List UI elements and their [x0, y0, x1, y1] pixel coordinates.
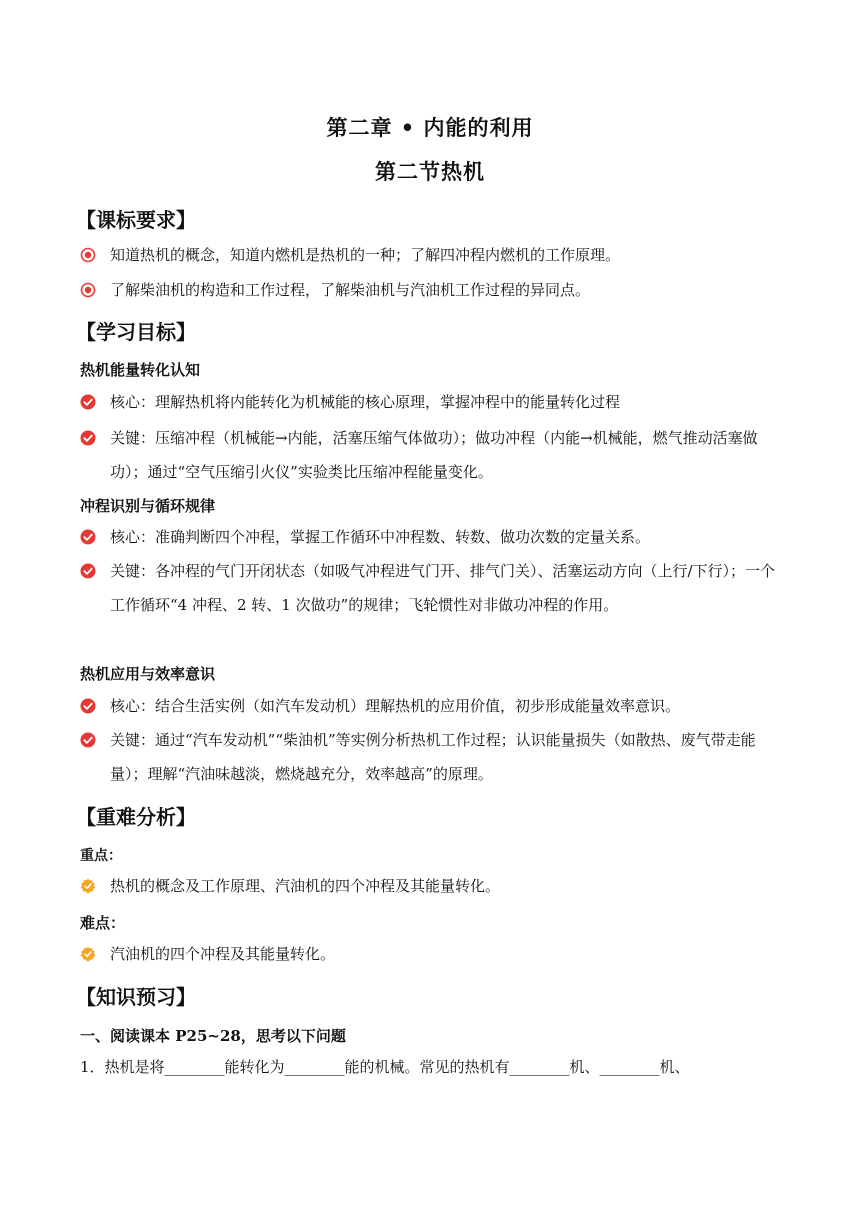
chapter-title: 第二章 • 内能的利用	[326, 115, 534, 140]
objective-group-title: 冲程识别与循环规律	[80, 497, 216, 515]
curriculum-heading: 【课标要求】	[76, 208, 196, 232]
badge-check-bullet-icon	[80, 878, 96, 894]
preview-heading: 【知识预习】	[76, 985, 196, 1009]
preview-question: 1．热机是将________能转化为________能的机械。常见的热机有________机、________机、	[80, 1058, 690, 1076]
check-bullet-icon	[80, 732, 96, 748]
key-point-label: 重点：	[80, 848, 122, 864]
difficulty-label: 难点：	[80, 914, 126, 932]
objective-item	[80, 689, 790, 723]
objectives-heading: 【学习目标】	[76, 320, 196, 344]
objective-item-text: 关键：各冲程的气门开闭状态（如吸气冲程进气门开、排气门关）、活塞运动方向（上行/下行）；一个工作循环“4 冲程、2 转、1 次做功”的规律；飞轮惯性对非做功冲程的作用。	[110, 562, 776, 614]
key-point-text: 热机的概念及工作原理、汽油机的四个冲程及其能量转化。	[110, 877, 501, 895]
objective-item	[80, 385, 790, 419]
badge-check-bullet-icon	[80, 946, 96, 962]
check-bullet-icon	[80, 563, 96, 579]
key-point-item	[80, 869, 790, 903]
check-bullet-icon	[80, 529, 96, 545]
curriculum-item-text: 了解柴油机的构造和工作过程，了解柴油机与汽油机工作过程的异同点。	[110, 281, 591, 299]
objective-item-text: 核心：结合生活实例（如汽车发动机）理解热机的应用价值，初步形成能量效率意识。	[110, 697, 681, 715]
objective-item-text: 关键：通过“汽车发动机”“柴油机”等实例分析热机工作过程；认识能量损失（如散热、废气带走能量）；理解“汽油味越淡，燃烧越充分，效率越高”的原理。	[110, 731, 756, 783]
objective-item	[80, 554, 790, 622]
analysis-heading: 【重难分析】	[76, 805, 196, 829]
curriculum-item-text: 知道热机的概念，知道内燃机是热机的一种；了解四冲程内燃机的工作原理。	[110, 246, 621, 264]
curriculum-item	[80, 273, 790, 307]
difficulty-item	[80, 937, 790, 971]
preview-task: 一、阅读课本 P25~28，思考以下问题	[80, 1027, 346, 1045]
objective-group-title: 热机能量转化认知	[80, 361, 201, 379]
check-bullet-icon	[80, 394, 96, 410]
difficulty-text: 汽油机的四个冲程及其能量转化。	[110, 945, 336, 963]
check-bullet-icon	[80, 430, 96, 446]
objective-item-text: 核心：理解热机将内能转化为机械能的核心原理，掌握冲程中的能量转化过程	[110, 393, 621, 411]
objective-item	[80, 723, 790, 791]
check-bullet-icon	[80, 698, 96, 714]
section-title: 第二节热机	[375, 159, 485, 184]
objective-item	[80, 421, 790, 489]
objective-item-text: 核心：准确判断四个冲程，掌握工作循环中冲程数、转数、做功次数的定量关系。	[110, 528, 651, 546]
target-bullet-icon	[80, 282, 96, 298]
objective-group-title: 热机应用与效率意识	[80, 665, 216, 683]
objective-item	[80, 520, 790, 554]
objective-item-text: 关键：压缩冲程（机械能→内能，活塞压缩气体做功）；做功冲程（内能→机械能，燃气推动活塞做功）；通过“空气压缩引火仪”实验类比压缩冲程能量变化。	[110, 429, 758, 481]
target-bullet-icon	[80, 247, 96, 263]
curriculum-item	[80, 238, 790, 272]
